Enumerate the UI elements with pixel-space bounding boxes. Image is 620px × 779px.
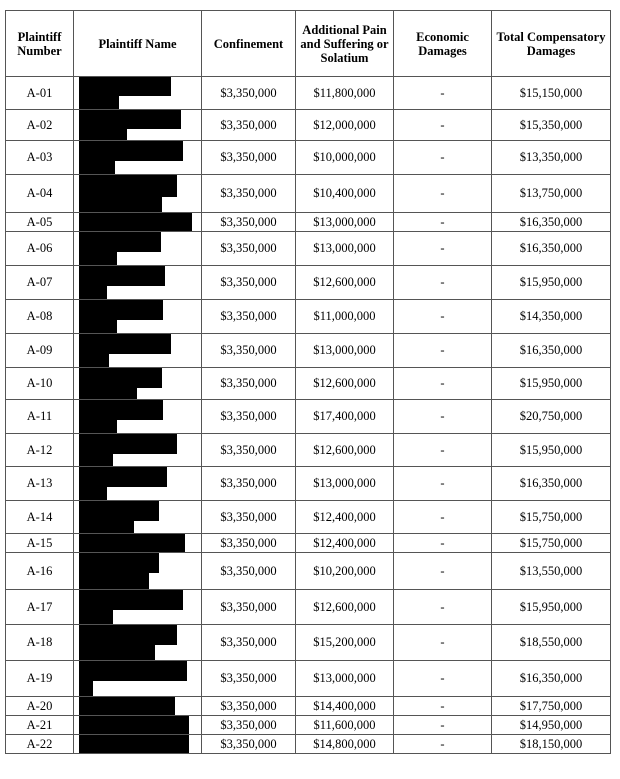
pain-suffering-cell: $13,000,000 bbox=[296, 661, 394, 697]
confinement-cell: $3,350,000 bbox=[202, 400, 296, 434]
pain-suffering-cell: $10,400,000 bbox=[296, 175, 394, 213]
pain-suffering-cell: $12,600,000 bbox=[296, 368, 394, 400]
redaction-bar bbox=[79, 434, 177, 454]
confinement-cell: $3,350,000 bbox=[202, 175, 296, 213]
redaction-bar bbox=[79, 96, 119, 110]
redaction-bar bbox=[79, 521, 134, 534]
redaction-bar bbox=[79, 697, 175, 716]
economic-damages-cell: - bbox=[394, 110, 492, 141]
confinement-cell: $3,350,000 bbox=[202, 590, 296, 625]
redaction-bar bbox=[79, 266, 165, 286]
plaintiff-name-cell bbox=[74, 368, 202, 400]
plaintiff-number-cell: A-09 bbox=[6, 334, 74, 368]
pain-suffering-cell: $13,000,000 bbox=[296, 213, 394, 232]
table-row bbox=[6, 735, 611, 754]
redaction-bar bbox=[79, 300, 163, 320]
pain-suffering-cell: $14,400,000 bbox=[296, 697, 394, 716]
plaintiff-number-cell: A-22 bbox=[6, 735, 74, 754]
plaintiff-name-cell bbox=[74, 141, 202, 175]
redaction-bar bbox=[79, 716, 189, 735]
pain-suffering-cell: $12,000,000 bbox=[296, 110, 394, 141]
redaction-bar bbox=[79, 110, 181, 129]
table-row bbox=[6, 175, 611, 213]
plaintiff-number-cell: A-06 bbox=[6, 232, 74, 266]
economic-damages-cell: - bbox=[394, 625, 492, 661]
redaction-bar bbox=[79, 334, 171, 354]
confinement-cell: $3,350,000 bbox=[202, 716, 296, 735]
table-row bbox=[6, 400, 611, 434]
total-damages-cell: $15,350,000 bbox=[492, 110, 611, 141]
header-total-damages: Total Compensatory Damages bbox=[492, 11, 611, 77]
plaintiff-name-cell bbox=[74, 735, 202, 754]
economic-damages-cell: - bbox=[394, 77, 492, 110]
redaction-bar bbox=[79, 610, 113, 625]
economic-damages-cell: - bbox=[394, 213, 492, 232]
confinement-cell: $3,350,000 bbox=[202, 735, 296, 754]
plaintiff-name-cell bbox=[74, 716, 202, 735]
economic-damages-cell: - bbox=[394, 300, 492, 334]
economic-damages-cell: - bbox=[394, 400, 492, 434]
pain-suffering-cell: $13,000,000 bbox=[296, 232, 394, 266]
economic-damages-cell: - bbox=[394, 534, 492, 553]
redaction-bar bbox=[79, 661, 187, 681]
plaintiff-name-cell bbox=[74, 175, 202, 213]
plaintiff-name-cell bbox=[74, 697, 202, 716]
pain-suffering-cell: $17,400,000 bbox=[296, 400, 394, 434]
total-damages-cell: $15,950,000 bbox=[492, 590, 611, 625]
header-confinement: Confinement bbox=[202, 11, 296, 77]
plaintiff-number-cell: A-11 bbox=[6, 400, 74, 434]
plaintiff-number-cell: A-03 bbox=[6, 141, 74, 175]
confinement-cell: $3,350,000 bbox=[202, 434, 296, 467]
confinement-cell: $3,350,000 bbox=[202, 300, 296, 334]
redaction-bar bbox=[79, 368, 162, 388]
redaction-bar bbox=[79, 501, 159, 521]
plaintiff-number-cell: A-04 bbox=[6, 175, 74, 213]
pain-suffering-cell: $12,600,000 bbox=[296, 434, 394, 467]
header-plaintiff-number: Plaintiff Number bbox=[6, 11, 74, 77]
redaction-bar bbox=[79, 77, 171, 96]
table-row bbox=[6, 467, 611, 501]
table-row bbox=[6, 77, 611, 110]
pain-suffering-cell: $10,000,000 bbox=[296, 141, 394, 175]
confinement-cell: $3,350,000 bbox=[202, 553, 296, 590]
table-row bbox=[6, 716, 611, 735]
redaction-bar bbox=[79, 252, 117, 266]
economic-damages-cell: - bbox=[394, 334, 492, 368]
economic-damages-cell: - bbox=[394, 735, 492, 754]
plaintiff-name-cell bbox=[74, 300, 202, 334]
redaction-bar bbox=[79, 645, 155, 661]
plaintiff-name-cell bbox=[74, 334, 202, 368]
economic-damages-cell: - bbox=[394, 661, 492, 697]
pain-suffering-cell: $11,600,000 bbox=[296, 716, 394, 735]
redaction-bar bbox=[79, 175, 177, 197]
total-damages-cell: $13,750,000 bbox=[492, 175, 611, 213]
total-damages-cell: $16,350,000 bbox=[492, 467, 611, 501]
total-damages-cell: $13,550,000 bbox=[492, 553, 611, 590]
plaintiff-number-cell: A-07 bbox=[6, 266, 74, 300]
plaintiff-number-cell: A-18 bbox=[6, 625, 74, 661]
redaction-bar bbox=[79, 590, 183, 610]
pain-suffering-cell: $11,800,000 bbox=[296, 77, 394, 110]
redaction-bar bbox=[79, 735, 189, 754]
redaction-bar bbox=[79, 467, 167, 487]
table-row bbox=[6, 266, 611, 300]
redaction-bar bbox=[79, 388, 137, 400]
pain-suffering-cell: $12,600,000 bbox=[296, 590, 394, 625]
pain-suffering-cell: $13,000,000 bbox=[296, 467, 394, 501]
plaintiff-number-cell: A-19 bbox=[6, 661, 74, 697]
plaintiff-name-cell bbox=[74, 77, 202, 110]
table-row bbox=[6, 110, 611, 141]
confinement-cell: $3,350,000 bbox=[202, 661, 296, 697]
header-row bbox=[6, 11, 611, 77]
plaintiff-number-cell: A-20 bbox=[6, 697, 74, 716]
pain-suffering-cell: $12,600,000 bbox=[296, 266, 394, 300]
table-row bbox=[6, 232, 611, 266]
plaintiff-name-cell bbox=[74, 553, 202, 590]
plaintiff-name-cell bbox=[74, 110, 202, 141]
economic-damages-cell: - bbox=[394, 501, 492, 534]
total-damages-cell: $14,350,000 bbox=[492, 300, 611, 334]
total-damages-cell: $17,750,000 bbox=[492, 697, 611, 716]
plaintiff-number-cell: A-10 bbox=[6, 368, 74, 400]
economic-damages-cell: - bbox=[394, 467, 492, 501]
confinement-cell: $3,350,000 bbox=[202, 501, 296, 534]
redaction-bar bbox=[79, 286, 107, 300]
redaction-bar bbox=[79, 354, 109, 368]
redaction-bar bbox=[79, 487, 107, 501]
pain-suffering-cell: $14,800,000 bbox=[296, 735, 394, 754]
plaintiff-name-cell bbox=[74, 661, 202, 697]
confinement-cell: $3,350,000 bbox=[202, 232, 296, 266]
total-damages-cell: $16,350,000 bbox=[492, 334, 611, 368]
plaintiff-number-cell: A-08 bbox=[6, 300, 74, 334]
table-row bbox=[6, 300, 611, 334]
table-row bbox=[6, 501, 611, 534]
total-damages-cell: $18,150,000 bbox=[492, 735, 611, 754]
table-row bbox=[6, 625, 611, 661]
total-damages-cell: $15,950,000 bbox=[492, 434, 611, 467]
plaintiff-number-cell: A-02 bbox=[6, 110, 74, 141]
total-damages-cell: $16,350,000 bbox=[492, 213, 611, 232]
redaction-bar bbox=[79, 213, 192, 232]
plaintiff-number-cell: A-15 bbox=[6, 534, 74, 553]
economic-damages-cell: - bbox=[394, 434, 492, 467]
pain-suffering-cell: $13,000,000 bbox=[296, 334, 394, 368]
table-row bbox=[6, 213, 611, 232]
confinement-cell: $3,350,000 bbox=[202, 534, 296, 553]
plaintiff-name-cell bbox=[74, 467, 202, 501]
table-row bbox=[6, 141, 611, 175]
redaction-bar bbox=[79, 681, 93, 697]
table-row bbox=[6, 661, 611, 697]
total-damages-cell: $20,750,000 bbox=[492, 400, 611, 434]
redaction-bar bbox=[79, 625, 177, 645]
confinement-cell: $3,350,000 bbox=[202, 141, 296, 175]
table-row bbox=[6, 534, 611, 553]
pain-suffering-cell: $10,200,000 bbox=[296, 553, 394, 590]
table-body bbox=[6, 77, 611, 754]
confinement-cell: $3,350,000 bbox=[202, 625, 296, 661]
total-damages-cell: $15,750,000 bbox=[492, 501, 611, 534]
redaction-bar bbox=[79, 232, 161, 252]
economic-damages-cell: - bbox=[394, 175, 492, 213]
total-damages-cell: $13,350,000 bbox=[492, 141, 611, 175]
economic-damages-cell: - bbox=[394, 716, 492, 735]
pain-suffering-cell: $15,200,000 bbox=[296, 625, 394, 661]
plaintiff-number-cell: A-12 bbox=[6, 434, 74, 467]
pain-suffering-cell: $12,400,000 bbox=[296, 534, 394, 553]
confinement-cell: $3,350,000 bbox=[202, 213, 296, 232]
plaintiff-number-cell: A-21 bbox=[6, 716, 74, 735]
total-damages-cell: $15,950,000 bbox=[492, 368, 611, 400]
table-row bbox=[6, 697, 611, 716]
economic-damages-cell: - bbox=[394, 232, 492, 266]
economic-damages-cell: - bbox=[394, 368, 492, 400]
confinement-cell: $3,350,000 bbox=[202, 467, 296, 501]
table-row bbox=[6, 334, 611, 368]
table-row bbox=[6, 590, 611, 625]
total-damages-cell: $18,550,000 bbox=[492, 625, 611, 661]
pain-suffering-cell: $11,000,000 bbox=[296, 300, 394, 334]
confinement-cell: $3,350,000 bbox=[202, 266, 296, 300]
total-damages-cell: $15,750,000 bbox=[492, 534, 611, 553]
plaintiff-name-cell bbox=[74, 590, 202, 625]
economic-damages-cell: - bbox=[394, 141, 492, 175]
economic-damages-cell: - bbox=[394, 590, 492, 625]
plaintiff-number-cell: A-05 bbox=[6, 213, 74, 232]
table-row bbox=[6, 434, 611, 467]
header-plaintiff-name: Plaintiff Name bbox=[74, 11, 202, 77]
redaction-bar bbox=[79, 141, 183, 161]
header-pain-suffering: Additional Pain and Suffering or Solatium bbox=[296, 11, 394, 77]
total-damages-cell: $16,350,000 bbox=[492, 232, 611, 266]
confinement-cell: $3,350,000 bbox=[202, 697, 296, 716]
confinement-cell: $3,350,000 bbox=[202, 368, 296, 400]
plaintiff-name-cell bbox=[74, 266, 202, 300]
plaintiff-number-cell: A-13 bbox=[6, 467, 74, 501]
economic-damages-cell: - bbox=[394, 266, 492, 300]
confinement-cell: $3,350,000 bbox=[202, 110, 296, 141]
total-damages-cell: $15,150,000 bbox=[492, 77, 611, 110]
redaction-bar bbox=[79, 400, 163, 420]
plaintiff-number-cell: A-01 bbox=[6, 77, 74, 110]
redaction-bar bbox=[79, 420, 117, 434]
plaintiff-name-cell bbox=[74, 400, 202, 434]
redaction-bar bbox=[79, 161, 115, 175]
pain-suffering-cell: $12,400,000 bbox=[296, 501, 394, 534]
confinement-cell: $3,350,000 bbox=[202, 77, 296, 110]
plaintiff-name-cell bbox=[74, 534, 202, 553]
plaintiff-name-cell bbox=[74, 232, 202, 266]
confinement-cell: $3,350,000 bbox=[202, 334, 296, 368]
plaintiff-number-cell: A-14 bbox=[6, 501, 74, 534]
redaction-bar bbox=[79, 129, 127, 141]
plaintiff-name-cell bbox=[74, 625, 202, 661]
plaintiff-number-cell: A-17 bbox=[6, 590, 74, 625]
plaintiff-name-cell bbox=[74, 434, 202, 467]
plaintiff-name-cell bbox=[74, 213, 202, 232]
header-economic-damages: Economic Damages bbox=[394, 11, 492, 77]
redaction-bar bbox=[79, 197, 162, 213]
table-row bbox=[6, 368, 611, 400]
economic-damages-cell: - bbox=[394, 553, 492, 590]
redaction-bar bbox=[79, 320, 117, 334]
redaction-bar bbox=[79, 534, 185, 553]
damages-table bbox=[5, 10, 611, 754]
redaction-bar bbox=[79, 573, 149, 590]
plaintiff-number-cell: A-16 bbox=[6, 553, 74, 590]
table-row bbox=[6, 553, 611, 590]
redaction-bar bbox=[79, 553, 159, 573]
total-damages-cell: $16,350,000 bbox=[492, 661, 611, 697]
plaintiff-name-cell bbox=[74, 501, 202, 534]
economic-damages-cell: - bbox=[394, 697, 492, 716]
total-damages-cell: $14,950,000 bbox=[492, 716, 611, 735]
total-damages-cell: $15,950,000 bbox=[492, 266, 611, 300]
redaction-bar bbox=[79, 454, 113, 467]
